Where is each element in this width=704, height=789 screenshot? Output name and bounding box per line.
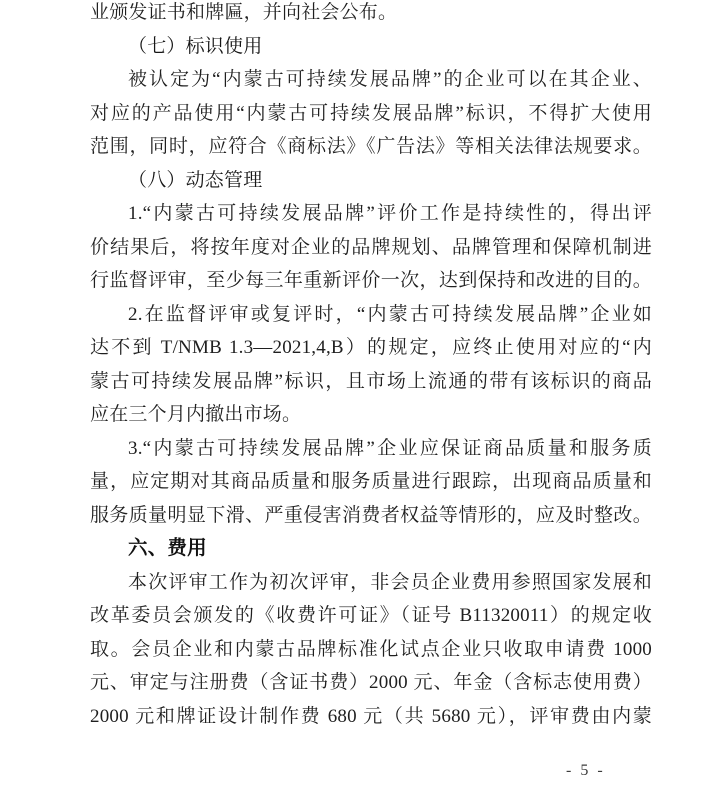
text-line: 本次评审工作为初次评审，非会员企业费用参照国家发展和 (128, 571, 652, 593)
text-line: 被认定为“内蒙古可持续发展品牌”的企业可以在其企业、 (128, 69, 652, 90)
text-line: 行监督评审，至少每三年重新评价一次，达到保持和改进的目的。 (90, 270, 652, 291)
text-line: 2.在监督评审或复评时，“内蒙古可持续发展品牌”企业如 (128, 303, 652, 325)
text-line: 对应的产品使用“内蒙古可持续发展品牌”标识，不得扩大使用 (90, 102, 652, 124)
text-line: 取。会员企业和内蒙古品牌标准化试点企业只收取申请费 1000 (90, 638, 652, 660)
page-number: - 5 - (566, 762, 606, 779)
text-line: 应在三个月内撤出市场。 (90, 404, 302, 425)
text-line: 3.“内蒙古可持续发展品牌”企业应保证商品质量和服务质 (128, 437, 652, 459)
text-line: 2000 元和牌证设计制作费 680 元（共 5680 元），评审费由内蒙 (90, 705, 652, 727)
text-line: 服务质量明显下滑、严重侵害消费者权益等情形的，应及时整改。 (90, 504, 652, 526)
document-text-block (90, 0, 652, 733)
section-heading-fees: 六、费用 (128, 537, 207, 559)
text-line: 元、审定与注册费（含证书费）2000 元、年金（含标志使用费） (90, 672, 652, 693)
section-heading-7: （七）标识使用 (128, 35, 263, 57)
text-line: 达不到 T/NMB 1.3—2021,4,B）的规定，应终止使用对应的“内 (90, 337, 652, 358)
text-line: 蒙古可持续发展品牌”标识，且市场上流通的带有该标识的商品 (90, 370, 652, 392)
text-line: 1.“内蒙古可持续发展品牌”评价工作是持续性的，得出评 (128, 203, 652, 224)
section-heading-8: （八）动态管理 (128, 169, 263, 191)
text-line: 价结果后，将按年度对企业的品牌规划、品牌管理和保障机制进 (90, 236, 652, 258)
text-line: 范围，同时，应符合《商标法》《广告法》等相关法律法规要求。 (90, 136, 652, 157)
text-line: 业颁发证书和牌匾，并向社会公布。 (90, 2, 398, 23)
text-line: 量，应定期对其商品质量和服务质量进行跟踪，出现商品质量和 (90, 471, 652, 492)
text-line: 改革委员会颁发的《收费许可证》（证号 B11320011）的规定收 (90, 605, 652, 626)
